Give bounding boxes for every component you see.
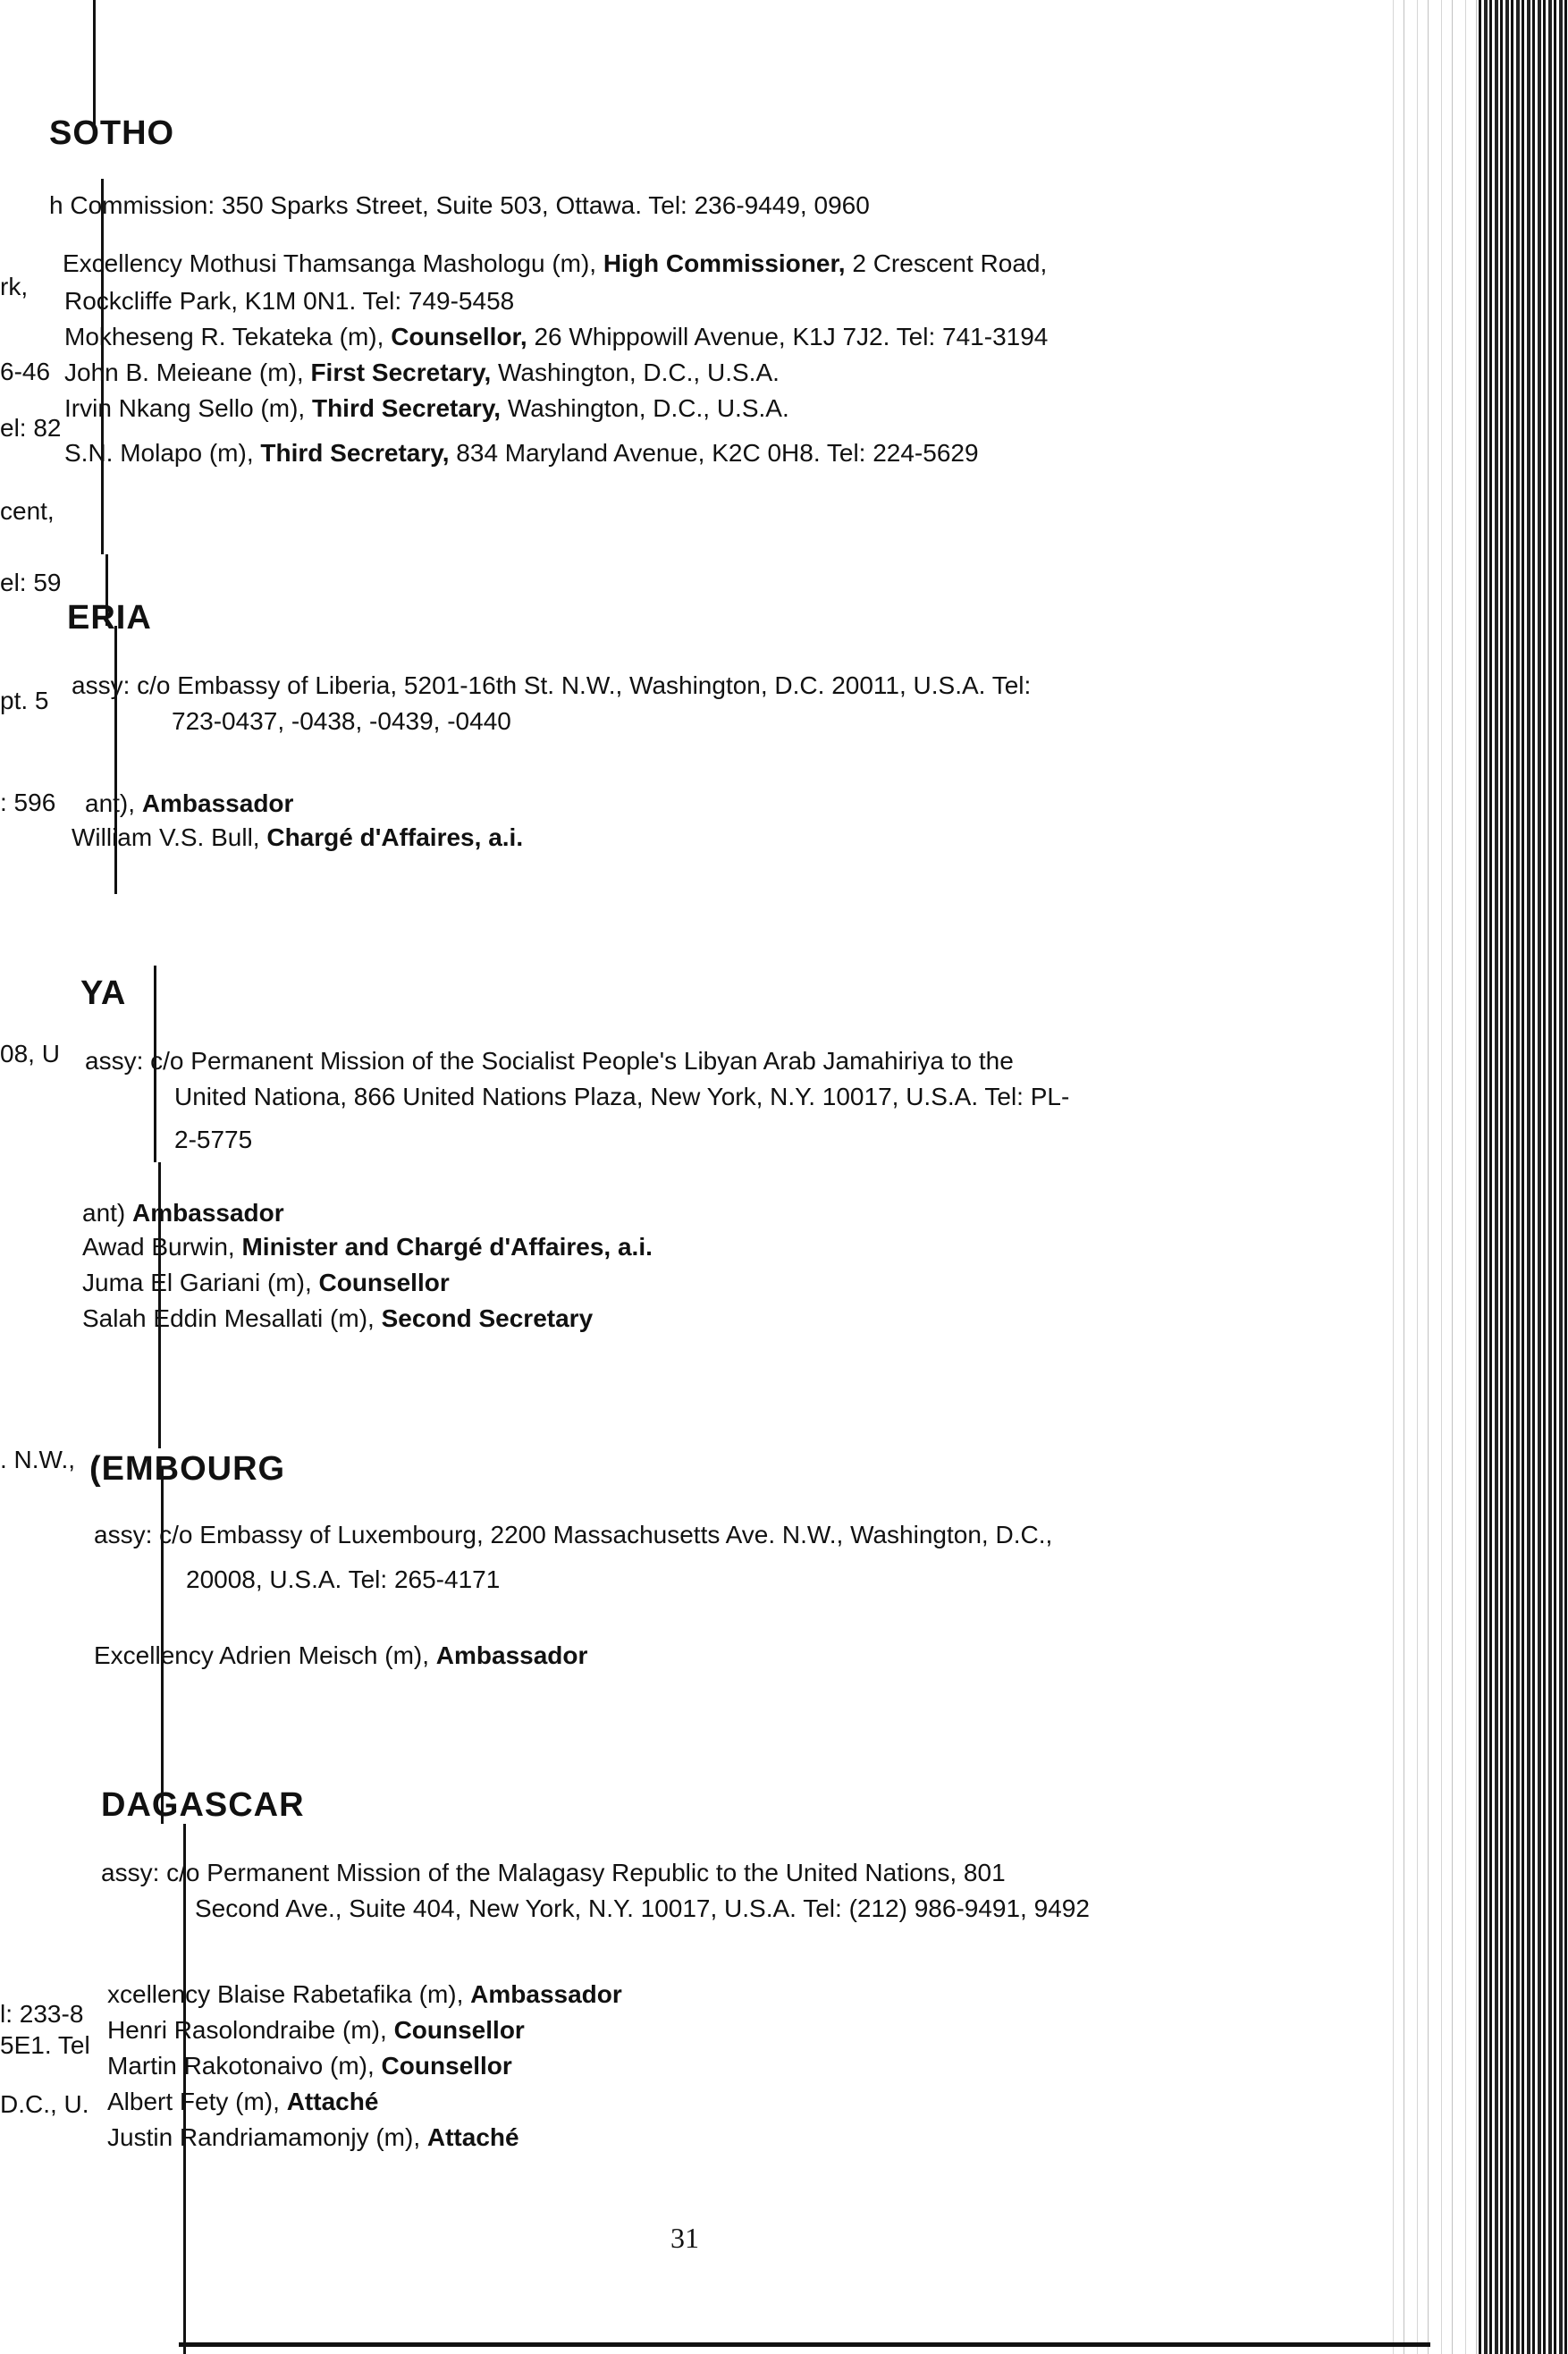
entry-line: United Nationa, 866 United Nations Plaza, New York, N.Y. 10017, U.S.A. Tel: PL- [174,1083,1070,1110]
gutter-fragment: el: 82 [0,414,62,442]
entry-line: 723-0437, -0438, -0439, -0440 [172,707,511,735]
entry-line: Second Ave., Suite 404, New York, N.Y. 10017, U.S.A. Tel: (212) 986-9491, 9492 [195,1894,1090,1922]
entry-line: Martin Rakotonaivo (m), Counsellor [107,2052,512,2080]
section-title: DAGASCAR [101,1786,305,1824]
entry-line: 20008, U.S.A. Tel: 265-4171 [186,1565,501,1593]
entry-line: Excellency Adrien Meisch (m), Ambassador [94,1641,588,1669]
entry-line: John B. Meieane (m), First Secretary, Washington, D.C., U.S.A. [64,359,780,386]
gutter-fragment: pt. 5 [0,687,49,714]
bottom-edge-line [179,2342,1430,2347]
gutter-fragment: 08, U [0,1040,60,1067]
gutter-fragment: l: 233-8 [0,2000,84,2028]
section-title: SOTHO [49,114,175,152]
gutter-fragment: el: 59 [0,569,62,596]
entry-line: Henri Rasolondraibe (m), Counsellor [107,2016,525,2044]
gutter-fragment: D.C., U. [0,2090,89,2118]
gutter-fragment: 6-46 [0,358,51,385]
entry-line: assy: c/o Permanent Mission of the Malagasy Republic to the United Nations, 801 [101,1859,1006,1886]
gutter-fragment: rk, [0,273,29,300]
entry-line: assy: c/o Permanent Mission of the Socialist People's Libyan Arab Jamahiriya to the [85,1047,1014,1075]
page-edge-shadow [1380,0,1479,2354]
entry-line: assy: c/o Embassy of Liberia, 5201-16th St. N.W., Washington, D.C. 20011, U.S.A. Tel: [72,671,1032,699]
crease-line [114,626,117,894]
entry-line: assy: c/o Embassy of Luxembourg, 2200 Massachusetts Ave. N.W., Washington, D.C., [94,1521,1053,1548]
page-number: 31 [670,2222,699,2254]
entry-line: Albert Fety (m), Attaché [107,2088,379,2115]
section-title: (EMBOURG [89,1450,286,1488]
gutter-fragment: cent, [0,497,55,525]
entry-line: S.N. Molapo (m), Third Secretary, 834 Maryland Avenue, K2C 0H8. Tel: 224-5629 [64,439,979,467]
gutter-fragment: . N.W., [0,1446,75,1473]
entry-line: Mokheseng R. Tekateka (m), Counsellor, 26 Whippowill Avenue, K1J 7J2. Tel: 741-3194 [64,323,1049,350]
entry-line: Justin Randriamamonjy (m), Attaché [107,2123,519,2151]
entry-line: h Commission: 350 Sparks Street, Suite 503, Ottawa. Tel: 236-9449, 0960 [49,191,870,219]
section-title: YA [80,975,127,1012]
page-edge-stack [1479,0,1568,2354]
entry-line: ant), Ambassador [85,789,294,817]
entry-line: Awad Burwin, Minister and Chargé d'Affaires, a.i. [82,1233,653,1261]
entry-line: Excellency Mothusi Thamsanga Mashologu (m), High Commissioner, 2 Crescent Road, [63,249,1048,277]
entry-line: xcellency Blaise Rabetafika (m), Ambassador [107,1980,622,2008]
entry-line: Rockcliffe Park, K1M 0N1. Tel: 749-5458 [64,287,515,315]
gutter-fragment: 5E1. Tel [0,2031,90,2059]
entry-line: 2-5775 [174,1126,253,1153]
section-title: ERIA [67,599,152,637]
entry-line: ant) Ambassador [82,1199,284,1227]
entry-line: Irvin Nkang Sello (m), Third Secretary, Washington, D.C., U.S.A. [64,394,789,422]
entry-line: William V.S. Bull, Chargé d'Affaires, a.i. [72,823,524,851]
entry-line: Juma El Gariani (m), Counsellor [82,1269,450,1296]
gutter-fragment: : 596 [0,789,56,816]
entry-line: Salah Eddin Mesallati (m), Second Secretary [82,1304,594,1332]
